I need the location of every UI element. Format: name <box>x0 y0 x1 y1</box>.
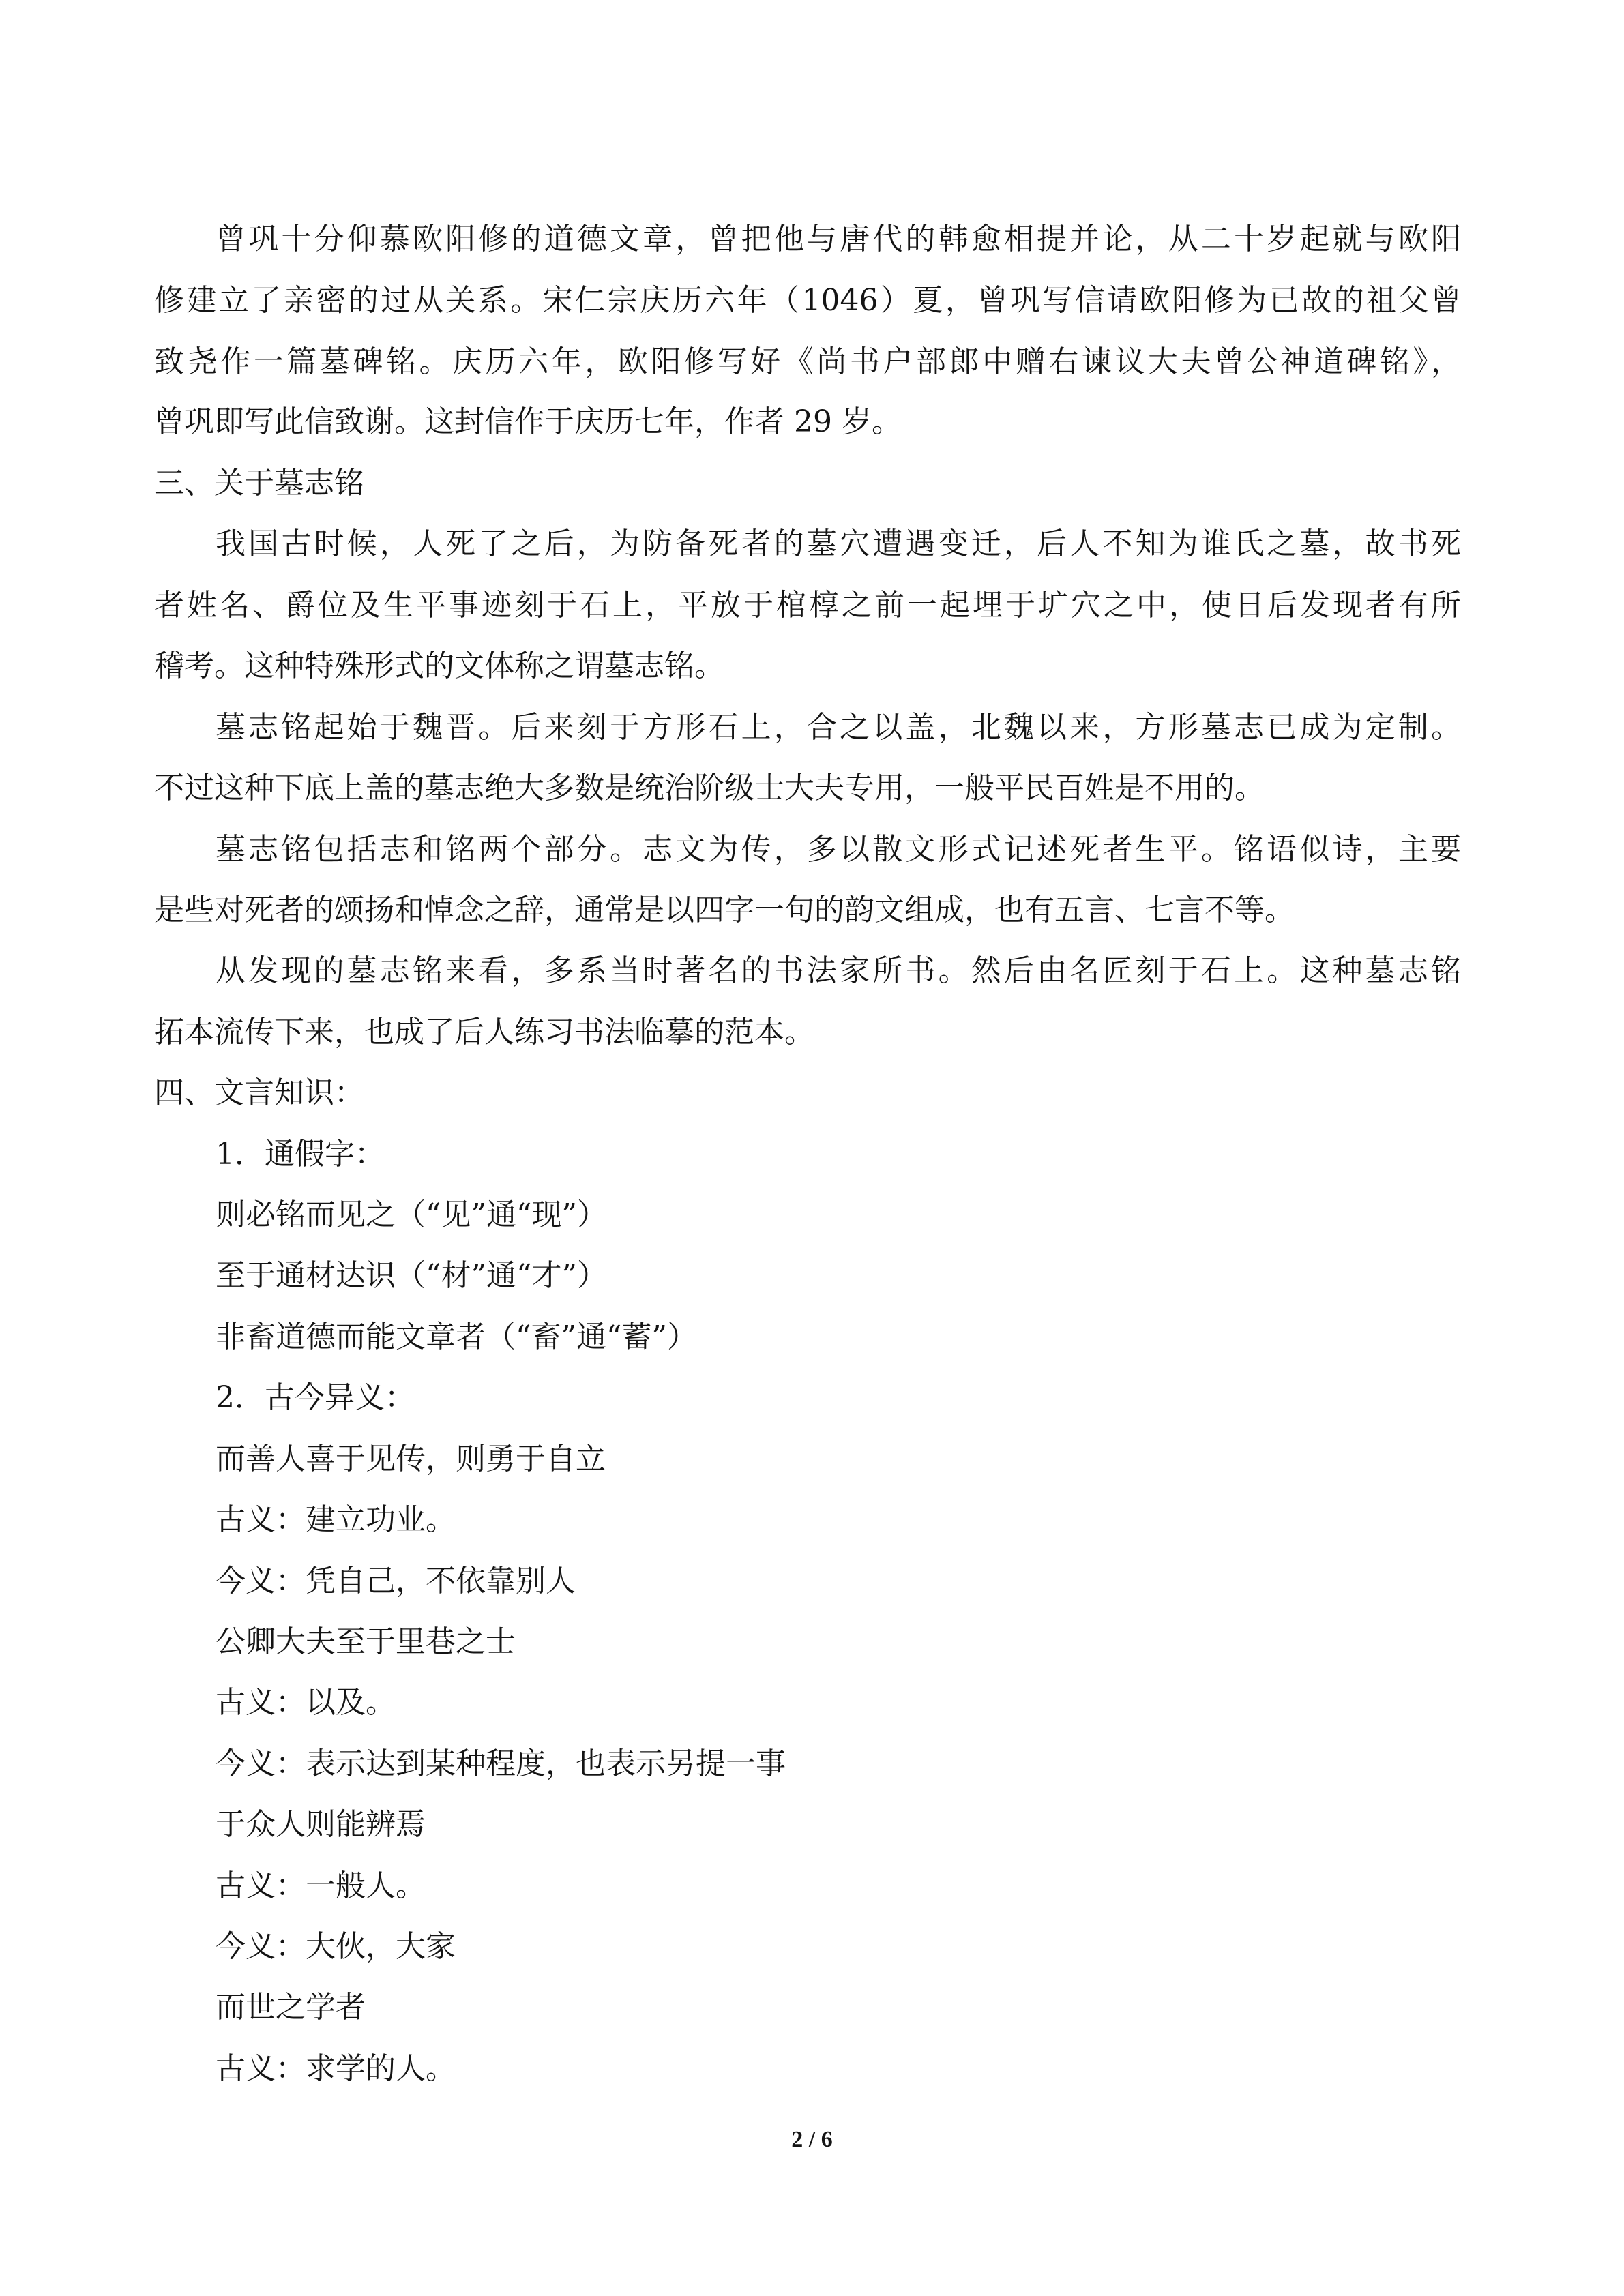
text-line: 者姓名、爵位及生平事迹刻于石上，平放于棺椁之前一起埋于圹穴之中，使日后发现者有所 <box>154 588 1461 623</box>
list-item: 非畜道德而能文章者（“畜”通“蓄”） <box>216 1320 697 1354</box>
list-item: 今义：凭自己，不依靠别人 <box>216 1564 576 1598</box>
list-item: 古义：建立功业。 <box>216 1502 456 1537</box>
list-item: 于众人则能辨焉 <box>216 1807 426 1842</box>
section-heading: 四、文言知识： <box>154 1075 364 1110</box>
page-number: 2 / 6 <box>791 2127 833 2152</box>
text-line: 曾巩十分仰慕欧阳修的道德文章，曾把他与唐代的韩愈相提并论，从二十岁起就与欧阳 <box>216 222 1461 256</box>
list-item: 而善人喜于见传，则勇于自立 <box>216 1442 606 1476</box>
section-heading: 三、关于墓志铭 <box>154 466 364 501</box>
list-item: 而世之学者 <box>216 1990 366 2025</box>
list-item: 则必铭而见之（“见”通“现”） <box>216 1197 607 1232</box>
list-item: 古义：一般人。 <box>216 1868 426 1903</box>
list-item: 至于通材达识（“材”通“才”） <box>216 1258 607 1293</box>
text-line: 墓志铭包括志和铭两个部分。志文为传，多以散文形式记述死者生平。铭语似诗，主要 <box>216 832 1461 867</box>
text-line: 是些对死者的颂扬和悼念之辞，通常是以四字一句的韵文组成，也有五言、七言不等。 <box>154 893 1295 927</box>
list-item: 今义：表示达到某种程度，也表示另提一事 <box>216 1746 786 1781</box>
list-item: 2．古今异义： <box>216 1380 415 1415</box>
text-line: 修建立了亲密的过从关系。宋仁宗庆历六年（1046）夏，曾巩写信请欧阳修为已故的祖父曾 <box>154 283 1461 318</box>
list-item: 1．通假字： <box>216 1137 385 1172</box>
text-line: 曾巩即写此信致谢。这封信作于庆历七年，作者 29 岁。 <box>154 404 902 439</box>
list-item: 古义：求学的人。 <box>216 2051 456 2086</box>
text-line: 我国古时候，人死了之后，为防备死者的墓穴遭遇变迁，后人不知为谁氏之墓，故书死 <box>216 526 1461 561</box>
text-line: 稽考。这种特殊形式的文体称之谓墓志铭。 <box>154 648 724 683</box>
text-line: 致尧作一篇墓碑铭。庆历六年，欧阳修写好《尚书户部郎中赠右谏议大夫曾公神道碑铭》， <box>154 344 1461 379</box>
list-item: 公卿大夫至于里巷之士 <box>216 1624 516 1659</box>
list-item: 今义：大伙，大家 <box>216 1929 456 1964</box>
text-line: 从发现的墓志铭来看，多系当时著名的书法家所书。然后由名匠刻于石上。这种墓志铭 <box>216 953 1461 988</box>
text-line: 拓本流传下来，也成了后人练习书法临摹的范本。 <box>154 1015 814 1049</box>
list-item: 古义：以及。 <box>216 1685 396 1720</box>
text-line: 墓志铭起始于魏晋。后来刻于方形石上，合之以盖，北魏以来，方形墓志已成为定制。 <box>216 710 1461 745</box>
text-line: 不过这种下底上盖的墓志绝大多数是统治阶级士大夫专用，一般平民百姓是不用的。 <box>154 771 1265 805</box>
